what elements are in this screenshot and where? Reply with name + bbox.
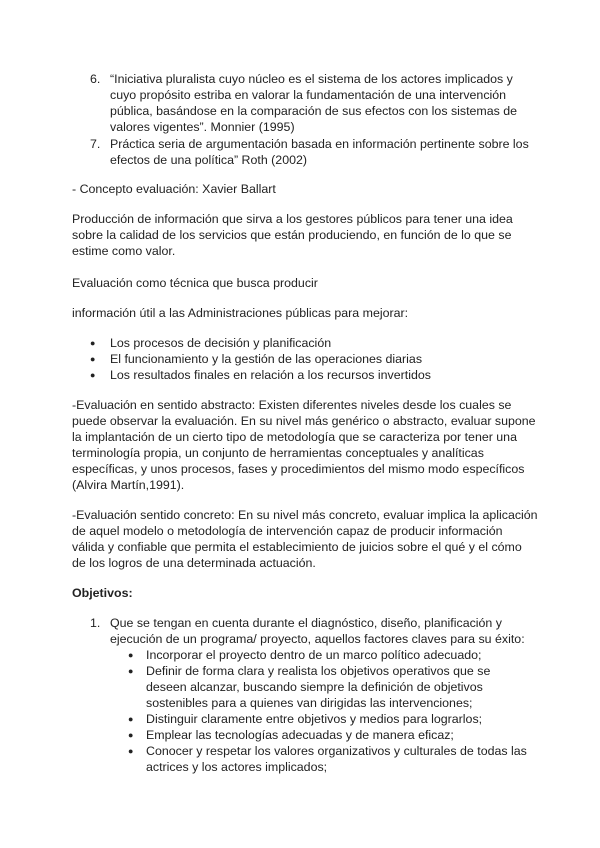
bullet-text: El funcionamiento y la gestión de las operaciones diarias — [110, 352, 423, 366]
bullet-text: Los procesos de decisión y planificación — [110, 336, 332, 350]
sub-bullet-text: sostenibles para a quienes van dirigidas las intervenciones; — [146, 696, 473, 710]
bullet-text: Los resultados finales en relación a los recursos invertidos — [110, 368, 431, 382]
info-paragraph — [72, 305, 530, 321]
bullet-icon: ● — [128, 746, 134, 756]
list-item-line: efectos de una política” Roth (2002) — [110, 153, 307, 167]
paragraph-line: -Evaluación sentido concreto: En su nivel más concreto, evaluar implica la aplicación — [72, 508, 538, 522]
definition-paragraph — [72, 211, 530, 259]
concept-heading — [72, 181, 530, 197]
bullet-icon: ● — [128, 714, 134, 724]
bullet-icon: ● — [128, 730, 134, 740]
sub-bullet-text: Incorporar el proyecto dentro de un marco político adecuado; — [146, 648, 482, 662]
paragraph-line: válida y confiable que permita el establecimiento de juicios sobre el qué y el cómo — [72, 540, 522, 554]
paragraph-line: Evaluación como técnica que busca producir — [72, 276, 318, 290]
bullet-icon: ● — [128, 666, 134, 676]
list-item-line: Que se tengan en cuenta durante el diagnóstico, diseño, planificación y — [110, 616, 502, 630]
list-item-line: valores vigentes”. Monnier (1995) — [110, 120, 295, 134]
concept-heading-text: - Concepto evaluación: Xavier Ballart — [72, 182, 276, 196]
list-item-line: cuyo propósito estriba en valorar la fundamentación de una intervención — [110, 88, 507, 102]
list-item-line: “Iniciativa pluralista cuyo núcleo es el sistema de los actores implicados y — [110, 72, 513, 86]
sub-bullet-text: Distinguir claramente entre objetivos y medios para lograrlos; — [146, 712, 483, 726]
bullet-icon: ● — [128, 650, 134, 660]
paragraph-line: de aquel modelo o metodología de intervención capaz de producir información — [72, 524, 503, 538]
paragraph-line: puede observar la evaluación. En su nivel más genérico o abstracto, evaluar supone — [72, 414, 536, 428]
abstract-sense-paragraph — [72, 397, 536, 493]
bullet-icon: ● — [90, 338, 96, 348]
paragraph-line: terminología propia, un conjunto de herramientas conceptuales y analíticas — [72, 446, 484, 460]
list-item-line: Práctica seria de argumentación basada en información pertinente sobre los — [110, 137, 529, 151]
paragraph-line: sobre la calidad de los servicios que están produciendo, en función de lo que se — [72, 228, 512, 242]
objectives-heading-text: Objetivos: — [72, 586, 133, 600]
list-number: 6. — [90, 72, 101, 86]
paragraph-line: -Evaluación en sentido abstracto: Existen diferentes niveles desde los cuales se — [72, 398, 512, 412]
bullet-icon: ● — [90, 354, 96, 364]
paragraph-line: específicas, y unos procesos, fases y procedimientos del mismo modo específicos — [72, 462, 525, 476]
list-number: 1. — [90, 616, 101, 630]
sub-bullet-text: deseen alcanzar, buscando siempre la definición de objetivos — [146, 680, 483, 694]
sub-bullet-text: actrices y los actores implicados; — [146, 760, 328, 774]
paragraph-line: de los logros de una determinada actuación. — [72, 556, 316, 570]
sub-bullet-text: Emplear las tecnologías adecuadas y de manera eficaz; — [146, 728, 454, 742]
sub-bullet-text: Conocer y respetar los valores organizativos y culturales de todas las — [146, 744, 527, 758]
objectives-heading — [72, 585, 530, 601]
paragraph-line: la implantación de un cierto tipo de metodología que se caracteriza por tener una — [72, 430, 517, 444]
bullet-icon: ● — [90, 370, 96, 380]
technique-paragraph — [72, 275, 530, 291]
paragraph-line: información útil a las Administraciones públicas para mejorar: — [72, 306, 409, 320]
concrete-sense-paragraph — [72, 507, 538, 571]
list-item-line: pública, basándose en la comparación de sus efectos con los sistemas de — [110, 104, 518, 118]
paragraph-line: (Alvira Martín,1991). — [72, 478, 185, 492]
sub-bullet-text: Definir de forma clara y realista los objetivos operativos que se — [146, 664, 491, 678]
list-number: 7. — [90, 137, 101, 151]
paragraph-line: estime como valor. — [72, 244, 176, 258]
list-item-line: ejecución de un programa/ proyecto, aquellos factores claves para su éxito: — [110, 632, 525, 646]
paragraph-line: Producción de información que sirva a los gestores públicos para tener una idea — [72, 212, 513, 226]
